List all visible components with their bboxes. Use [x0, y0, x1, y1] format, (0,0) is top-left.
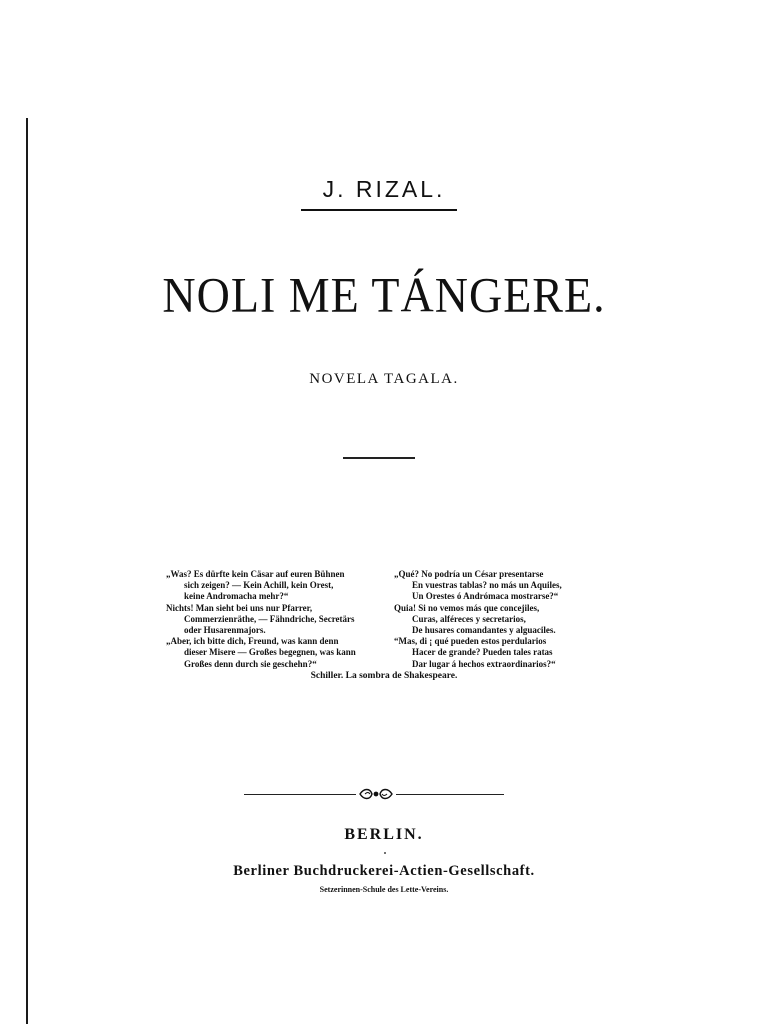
epigraph-line: „Qué? No podría un César presentarse [394, 569, 544, 579]
epigraph-german [166, 569, 384, 670]
epigraph-line: oder Husarenmajors. [184, 625, 266, 636]
epigraph-line: En vuestras tablas? no más un Aquiles, [412, 580, 562, 591]
epigraph-line: Großes denn durch sie geschehn?“ [184, 658, 317, 669]
epigraph-line: Nichts! Man sieht bei uns nur Pfarrer, [166, 602, 313, 613]
epigraph-line: “Mas, di ¡ qué pueden estos perdularios [394, 636, 547, 647]
author-name: J. RIZAL. [322, 176, 446, 202]
imprint-publisher: Berliner Buchdruckerei-Actien-Gesellschaft. [233, 863, 535, 879]
epigraph-line: sich zeigen? — Kein Achill, kein Orest, [184, 580, 334, 591]
epigraph-line: dieser Misere — Großes begegnen, was kann [184, 647, 356, 658]
author-underline [301, 209, 457, 211]
epigraph-line: keine Andromacha mehr?“ [184, 591, 289, 602]
imprint-printer: Setzerinnen-Schule des Lette-Vereins. [319, 885, 449, 894]
epigraph-attribution: Schiller. La sombra de Shakespeare. [310, 671, 458, 681]
epigraph-line: Hacer de grande? Pueden tales ratas [412, 647, 553, 658]
epigraph-line: Commerzienräthe, — Fähndriche, Secretärs [184, 613, 355, 624]
epigraph-line: „Was? Es dürfte kein Cäsar auf euren Bühnen [166, 569, 345, 579]
printer-dot [384, 852, 386, 854]
imprint-city: BERLIN. [344, 826, 424, 843]
epigraph-spanish [394, 569, 596, 670]
epigraph-line: Quia! Si no vemos más que concejiles, [394, 602, 540, 613]
divider-rule [343, 457, 415, 459]
book-subtitle: NOVELA TAGALA. [309, 371, 459, 387]
epigraph-line: Un Orestes ó Andrómaca mostrarse?“ [412, 591, 559, 602]
book-title: NOLI ME TÁNGERE. [162, 267, 606, 323]
epigraph-line: Curas, alféreces y secretarios, [412, 613, 526, 624]
epigraph-line: Dar lugar á hechos extraordinarios?“ [412, 658, 556, 669]
epigraph-line: De husares comandantes y alguaciles. [412, 625, 556, 636]
epigraph-line: „Aber, ich bitte dich, Freund, was kann denn [166, 636, 339, 647]
fleuron-icon [356, 786, 396, 802]
